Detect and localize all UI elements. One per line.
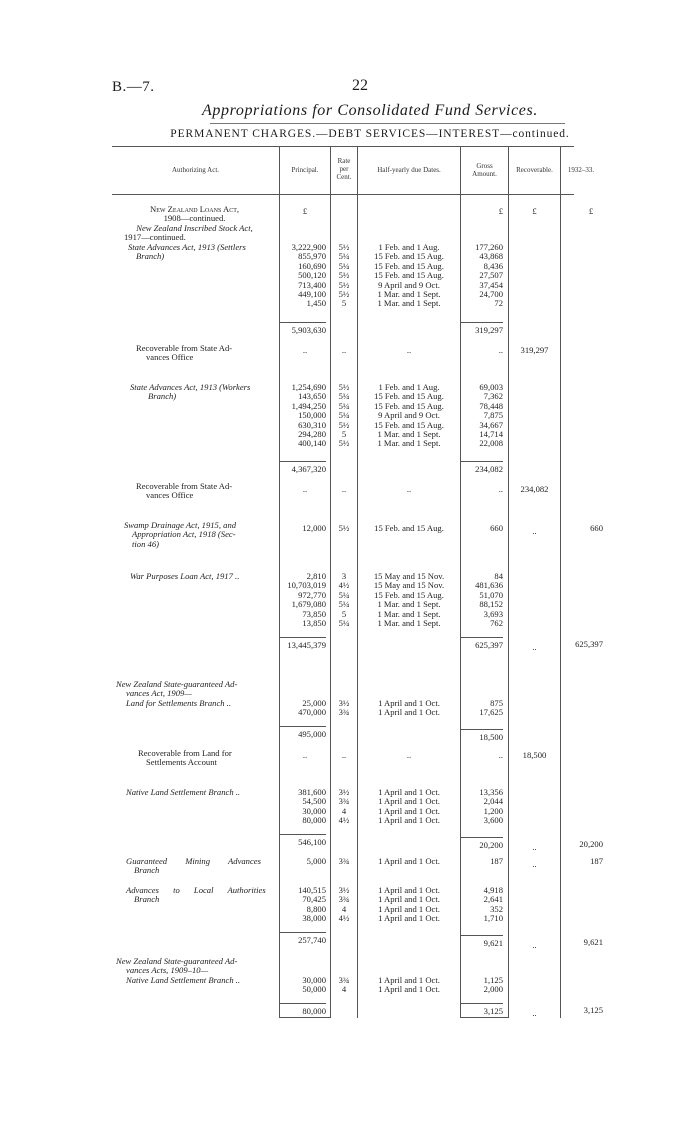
rate-value: 5½ (338, 289, 350, 300)
gross-list (461, 699, 503, 718)
principal-value: 294,280 (298, 429, 326, 440)
act-line: Land for Settlements Branch .. (126, 697, 232, 708)
due-dates: 15 May and 15 Nov. (373, 580, 445, 591)
rate-value: 5¼ (338, 618, 350, 629)
due-dates: 1 Mar. and 1 Sept. (377, 599, 441, 610)
blank-value: .. (302, 345, 308, 355)
gross-value: 13,356 (479, 787, 503, 797)
rate-value: 5½ (338, 242, 350, 252)
act-line: Recoverable from State Ad- (136, 343, 233, 353)
rate-value: 4 (341, 805, 347, 816)
rate-list (331, 976, 357, 995)
title-rule (210, 123, 565, 124)
gross-value: 3,693 (483, 608, 503, 619)
act-line: vances Act, 1909— (126, 688, 192, 699)
gross-value: 1,710 (483, 913, 503, 924)
principal-value: 713,400 (298, 279, 326, 290)
act-line: vances Acts, 1909–10— (126, 965, 209, 976)
blank-value: .. (498, 484, 503, 494)
act-line: Settlements Account (146, 757, 217, 768)
rate-value: 5½ (338, 382, 350, 392)
dates-list (358, 383, 460, 449)
rate-value: 5¼ (338, 400, 350, 411)
gross-value: 51,070 (479, 589, 503, 600)
recoverable-value: .. (532, 940, 537, 950)
column-divider (508, 146, 509, 1018)
page-subtitle: PERMANENT CHARGES.—DEBT SERVICES—INTEREST—continued. (170, 128, 570, 140)
principal-value: 54,500 (302, 796, 326, 807)
act-line: Appropriation Act, 1918 (Sec- (132, 529, 236, 540)
page-number: 22 (352, 77, 368, 94)
rate-value: 5½ (338, 419, 350, 430)
due-dates: 15 Feb. and 15 Aug. (374, 589, 444, 600)
principal-value: 73,850 (302, 608, 326, 619)
act-line: Branch (134, 894, 160, 905)
gross-list (461, 886, 503, 924)
principal-value: 3,222,900 (291, 242, 326, 252)
due-dates: 1 Mar. and 1 Sept. (377, 608, 441, 619)
rate-value: 5¼ (338, 599, 350, 610)
blank-value: .. (302, 750, 308, 760)
gross-list (461, 572, 503, 628)
principal-list (280, 243, 326, 309)
gross-value: 1,125 (483, 975, 503, 985)
gross-value: 1,200 (483, 805, 503, 816)
year-value: 660 (590, 523, 603, 533)
dates-list (358, 886, 460, 924)
due-dates: 1 April and 1 Oct. (378, 707, 440, 718)
principal-list (280, 886, 326, 924)
principal-value: 381,600 (298, 787, 326, 797)
rate-value: 5 (341, 429, 347, 440)
due-dates: 1 April and 1 Oct. (378, 975, 440, 985)
principal-value: 38,000 (302, 913, 326, 924)
gross-value: 27,507 (479, 270, 503, 281)
principal-value: 140,515 (298, 885, 326, 895)
due-dates: 1 April and 1 Oct. (378, 894, 440, 905)
dates-list (358, 976, 460, 995)
due-dates: 1 Feb. and 1 Aug. (378, 382, 440, 392)
authorizing-act (112, 205, 277, 261)
gross-total: 319,297 (461, 322, 503, 335)
dates-list (358, 699, 460, 718)
recoverable-value: .. (532, 1008, 537, 1018)
principal-value: 1,679,080 (291, 599, 326, 610)
principal-value: 10,703,019 (287, 580, 326, 591)
principal-total: 546,100 (280, 834, 326, 847)
blank-value: .. (498, 345, 503, 355)
recoverable-value: 18,500 (522, 750, 547, 760)
gross-value: 78,448 (479, 400, 503, 411)
rate-value: 3½ (338, 885, 350, 895)
principal-list (280, 383, 326, 449)
act-line: Branch) (136, 251, 165, 262)
gross-list (461, 976, 503, 995)
rate-value: 3¾ (338, 707, 350, 718)
due-dates: 1 April and 1 Oct. (378, 885, 440, 895)
due-dates: 1 April and 1 Oct. (378, 913, 440, 924)
column-header-gross: Gross Amount. (472, 162, 497, 178)
authorizing-act (124, 521, 277, 549)
gross-value: 17,625 (479, 707, 503, 718)
act-line: Recoverable from State Ad- (136, 481, 233, 491)
principal-value: 25,000 (302, 698, 326, 708)
gross-value: 2,044 (483, 796, 503, 807)
principal-value: 12,000 (302, 523, 326, 533)
due-dates: 15 Feb. and 15 Aug. (374, 251, 444, 262)
recoverable-value: 319,297 (520, 345, 549, 355)
principal-value: 80,000 (302, 815, 326, 826)
act-line: New Zealand State-guaranteed Ad- (116, 956, 238, 966)
rate-value: 3½ (338, 787, 350, 797)
gross-value: 2,000 (483, 984, 503, 995)
dates-list (358, 788, 460, 826)
principal-value: 972,770 (298, 589, 326, 600)
gross-value: 3,600 (483, 815, 503, 826)
blank-value: .. (341, 345, 347, 355)
authorizing-act (130, 383, 277, 402)
blank-value: .. (406, 345, 412, 355)
page-title: Appropriations for Consolidated Fund Services. (202, 102, 538, 119)
gross-value: 84 (494, 571, 503, 581)
gross-total: 625,397 (461, 637, 503, 650)
due-dates: 1 April and 1 Oct. (378, 856, 440, 866)
authorizing-act (116, 957, 277, 985)
principal-value: 470,000 (298, 707, 326, 718)
column-header-act: Authorizing Act. (171, 166, 220, 174)
blank-value: .. (406, 484, 412, 494)
gross-value: 2,641 (483, 894, 503, 905)
authorizing-act (126, 886, 276, 905)
due-dates: 15 Feb. and 15 Aug. (374, 260, 444, 271)
rate-value: 5½ (338, 270, 350, 281)
due-dates: 1 Mar. and 1 Sept. (377, 298, 441, 309)
gross-value: 69,003 (479, 382, 503, 392)
gross-value: 352 (490, 903, 503, 914)
recoverable-label (136, 482, 276, 501)
rate-value: 5 (341, 608, 347, 619)
principal-value: 13,850 (302, 618, 326, 629)
principal-total: 80,000 (280, 1003, 326, 1016)
recoverable-value: .. (532, 842, 537, 852)
blank-value: .. (406, 750, 412, 760)
principal-total: 5,903,630 (280, 322, 326, 335)
gross-total: 9,621 (461, 935, 503, 948)
principal-total: 4,367,320 (280, 461, 326, 474)
principal-value: 500,120 (298, 270, 326, 281)
gross-value: 481,636 (475, 580, 503, 591)
page-reference: B.—7. (112, 79, 155, 95)
act-line: 1908—continued. (163, 213, 226, 224)
principal-value: 150,000 (298, 410, 326, 421)
rate-value: 5¼ (338, 589, 350, 600)
recoverable-label (136, 344, 276, 363)
rate-list (331, 886, 357, 924)
principal-value: 50,000 (302, 984, 326, 995)
act-line: Native Land Settlement Branch .. (126, 787, 241, 797)
blank-value: .. (341, 750, 347, 760)
rate-list (331, 788, 357, 826)
gross-value: 177,260 (475, 242, 503, 252)
column-header-principal: Principal. (291, 166, 319, 174)
authorizing-act (116, 680, 277, 708)
principal-list (280, 788, 326, 826)
principal-value: 30,000 (302, 975, 326, 985)
column-header-rate: Rate per Cent. (336, 157, 352, 181)
rate-value: 5½ (338, 279, 350, 290)
gross-value: 660 (490, 523, 503, 533)
due-dates: 1 Feb. and 1 Aug. (378, 242, 440, 252)
due-dates: 15 Feb. and 15 Aug. (374, 270, 444, 281)
principal-list (280, 572, 326, 628)
gross-total: 18,500 (461, 729, 503, 742)
act-line: Branch) (148, 391, 177, 402)
gross-value: 24,700 (479, 289, 503, 300)
principal-list (280, 976, 326, 995)
gross-value: 187 (490, 856, 503, 866)
gross-value: 4,918 (483, 885, 503, 895)
due-dates: 1 Mar. and 1 Sept. (377, 438, 441, 449)
rate-list (331, 572, 357, 628)
act-line: Guaranteed Mining Advances (126, 856, 261, 866)
rate-value: 4½ (338, 815, 350, 826)
act-line: State Advances Act, 1913 (Settlers (128, 241, 246, 252)
act-line: War Purposes Loan Act, 1917 .. (130, 571, 240, 581)
gross-value: 88,152 (479, 599, 503, 610)
dates-list (358, 243, 460, 309)
column-header-recoverable: Recoverable. (516, 166, 553, 174)
principal-value: 5,000 (306, 856, 326, 866)
recoverable-label (138, 749, 276, 768)
act-line: Native Land Settlement Branch .. (126, 974, 241, 985)
gross-list (461, 383, 503, 449)
due-dates: 15 Feb. and 15 Aug. (374, 400, 444, 411)
recoverable-value: .. (532, 642, 537, 652)
rate-value: 4½ (338, 580, 350, 591)
rate-value: 4½ (338, 913, 350, 924)
due-dates: 9 April and 9 Oct. (378, 410, 440, 421)
due-dates: 9 April and 9 Oct. (378, 279, 440, 290)
gross-total: 3,125 (461, 1003, 503, 1016)
principal-value: 143,650 (298, 391, 326, 402)
closing-rule (280, 1017, 330, 1018)
act-line: New Zealand State-guaranteed Ad- (116, 679, 238, 689)
due-dates: 1 April and 1 Oct. (378, 984, 440, 995)
rate-value: 3¾ (338, 856, 350, 866)
column-header-year: 1932–33. (567, 166, 595, 174)
act-line: New Zealand Inscribed Stock Act, (136, 222, 253, 233)
due-dates: 1 Mar. and 1 Sept. (377, 289, 441, 300)
principal-value: 160,690 (298, 260, 326, 271)
currency-symbol: £ (532, 206, 537, 216)
principal-total: 495,000 (280, 726, 326, 739)
due-dates: 15 Feb. and 15 Aug. (374, 523, 444, 533)
principal-value: 449,100 (298, 289, 326, 300)
column-divider (560, 146, 561, 1018)
act-line: Branch (134, 865, 160, 876)
column-header-dates: Half-yearly due Dates. (377, 166, 441, 174)
rate-list (331, 243, 357, 309)
rate-value: 3¾ (338, 975, 350, 985)
gross-value: 72 (494, 298, 503, 309)
act-line: Advances to Local Authorities (126, 885, 266, 895)
rate-value: 5¼ (338, 391, 350, 402)
rate-value: 4 (341, 903, 347, 914)
due-dates: 1 April and 1 Oct. (378, 903, 440, 914)
gross-value: 8,436 (483, 260, 503, 271)
rate-value: 5½ (338, 523, 350, 533)
rate-value: 5¼ (338, 251, 350, 262)
due-dates: 1 Mar. and 1 Sept. (377, 429, 441, 440)
principal-value: 400,140 (298, 438, 326, 449)
principal-value: 8,800 (306, 903, 326, 914)
gross-value: 43,868 (479, 251, 503, 262)
table-header-rule (112, 194, 574, 195)
recoverable-value: 234,082 (520, 484, 549, 494)
closing-rule (461, 1017, 508, 1018)
gross-value: 22,008 (479, 438, 503, 449)
gross-value: 762 (490, 618, 503, 629)
recoverable-value: .. (532, 859, 537, 869)
rate-value: 3½ (338, 698, 350, 708)
due-dates: 15 Feb. and 15 Aug. (374, 419, 444, 430)
principal-list (280, 699, 326, 718)
blank-value: .. (341, 484, 347, 494)
due-dates: 1 April and 1 Oct. (378, 796, 440, 807)
rate-list (331, 383, 357, 449)
rate-value: 5 (341, 298, 347, 309)
act-line: vances Office (146, 352, 194, 363)
currency-symbol: £ (302, 206, 308, 216)
rate-list (331, 699, 357, 718)
rate-value: 3¾ (338, 894, 350, 905)
act-line: New Zealand Loans Act, (149, 204, 240, 214)
principal-value: 30,000 (302, 805, 326, 816)
due-dates: 15 May and 15 Nov. (373, 571, 445, 581)
gross-list (461, 788, 503, 826)
due-dates: 1 April and 1 Oct. (378, 805, 440, 816)
blank-value: .. (498, 750, 503, 760)
act-line: State Advances Act, 1913 (Workers (130, 382, 251, 392)
principal-value: 70,425 (302, 894, 326, 905)
gross-value: 875 (490, 698, 503, 708)
principal-value: 1,494,250 (291, 400, 326, 411)
rate-value: 5¼ (338, 260, 350, 271)
principal-total: 13,445,379 (280, 637, 326, 650)
rate-value: 5¼ (338, 410, 350, 421)
blank-value: .. (302, 484, 308, 494)
due-dates: 1 April and 1 Oct. (378, 815, 440, 826)
rate-value: 3 (341, 571, 347, 581)
act-line: tion 46) (132, 538, 159, 549)
year-value: 187 (590, 856, 603, 866)
rate-value: 3¾ (338, 796, 350, 807)
authorizing-act (126, 788, 277, 797)
rate-value: 4 (341, 984, 347, 995)
principal-value: 2,810 (306, 571, 326, 581)
due-dates: 1 April and 1 Oct. (378, 787, 440, 797)
principal-value: 1,450 (306, 298, 326, 309)
gross-value: 34,667 (479, 419, 503, 430)
recoverable-value: .. (532, 526, 537, 536)
currency-symbol: £ (588, 206, 594, 216)
authorizing-act (126, 857, 276, 876)
gross-value: 37,454 (479, 279, 503, 290)
principal-total: 257,740 (280, 932, 326, 945)
gross-value: 7,875 (483, 410, 503, 421)
act-line: Swamp Drainage Act, 1915, and (124, 520, 237, 530)
rate-value: 5½ (338, 438, 350, 449)
gross-value: 7,362 (483, 391, 503, 402)
table-top-rule (112, 146, 574, 147)
principal-value: 630,310 (298, 419, 326, 430)
gross-total: 20,200 (461, 837, 503, 850)
dates-list (358, 572, 460, 628)
year-value: 3,125 (583, 1005, 603, 1015)
due-dates: 1 April and 1 Oct. (378, 698, 440, 708)
year-value: 20,200 (579, 839, 603, 849)
gross-total: 234,082 (461, 461, 503, 474)
act-line: vances Office (146, 490, 194, 501)
principal-value: 855,970 (298, 251, 326, 262)
act-line: Recoverable from Land for (138, 748, 232, 758)
currency-symbol: £ (498, 206, 503, 216)
due-dates: 1 Mar. and 1 Sept. (377, 618, 441, 629)
year-value: 9,621 (583, 937, 603, 947)
principal-value: 1,254,690 (291, 382, 326, 392)
act-line: 1917—continued. (124, 232, 186, 243)
gross-value: 14,714 (479, 429, 503, 440)
authorizing-act (130, 572, 277, 581)
gross-list (461, 243, 503, 309)
year-value: 625,397 (575, 639, 603, 649)
due-dates: 15 Feb. and 15 Aug. (374, 391, 444, 402)
